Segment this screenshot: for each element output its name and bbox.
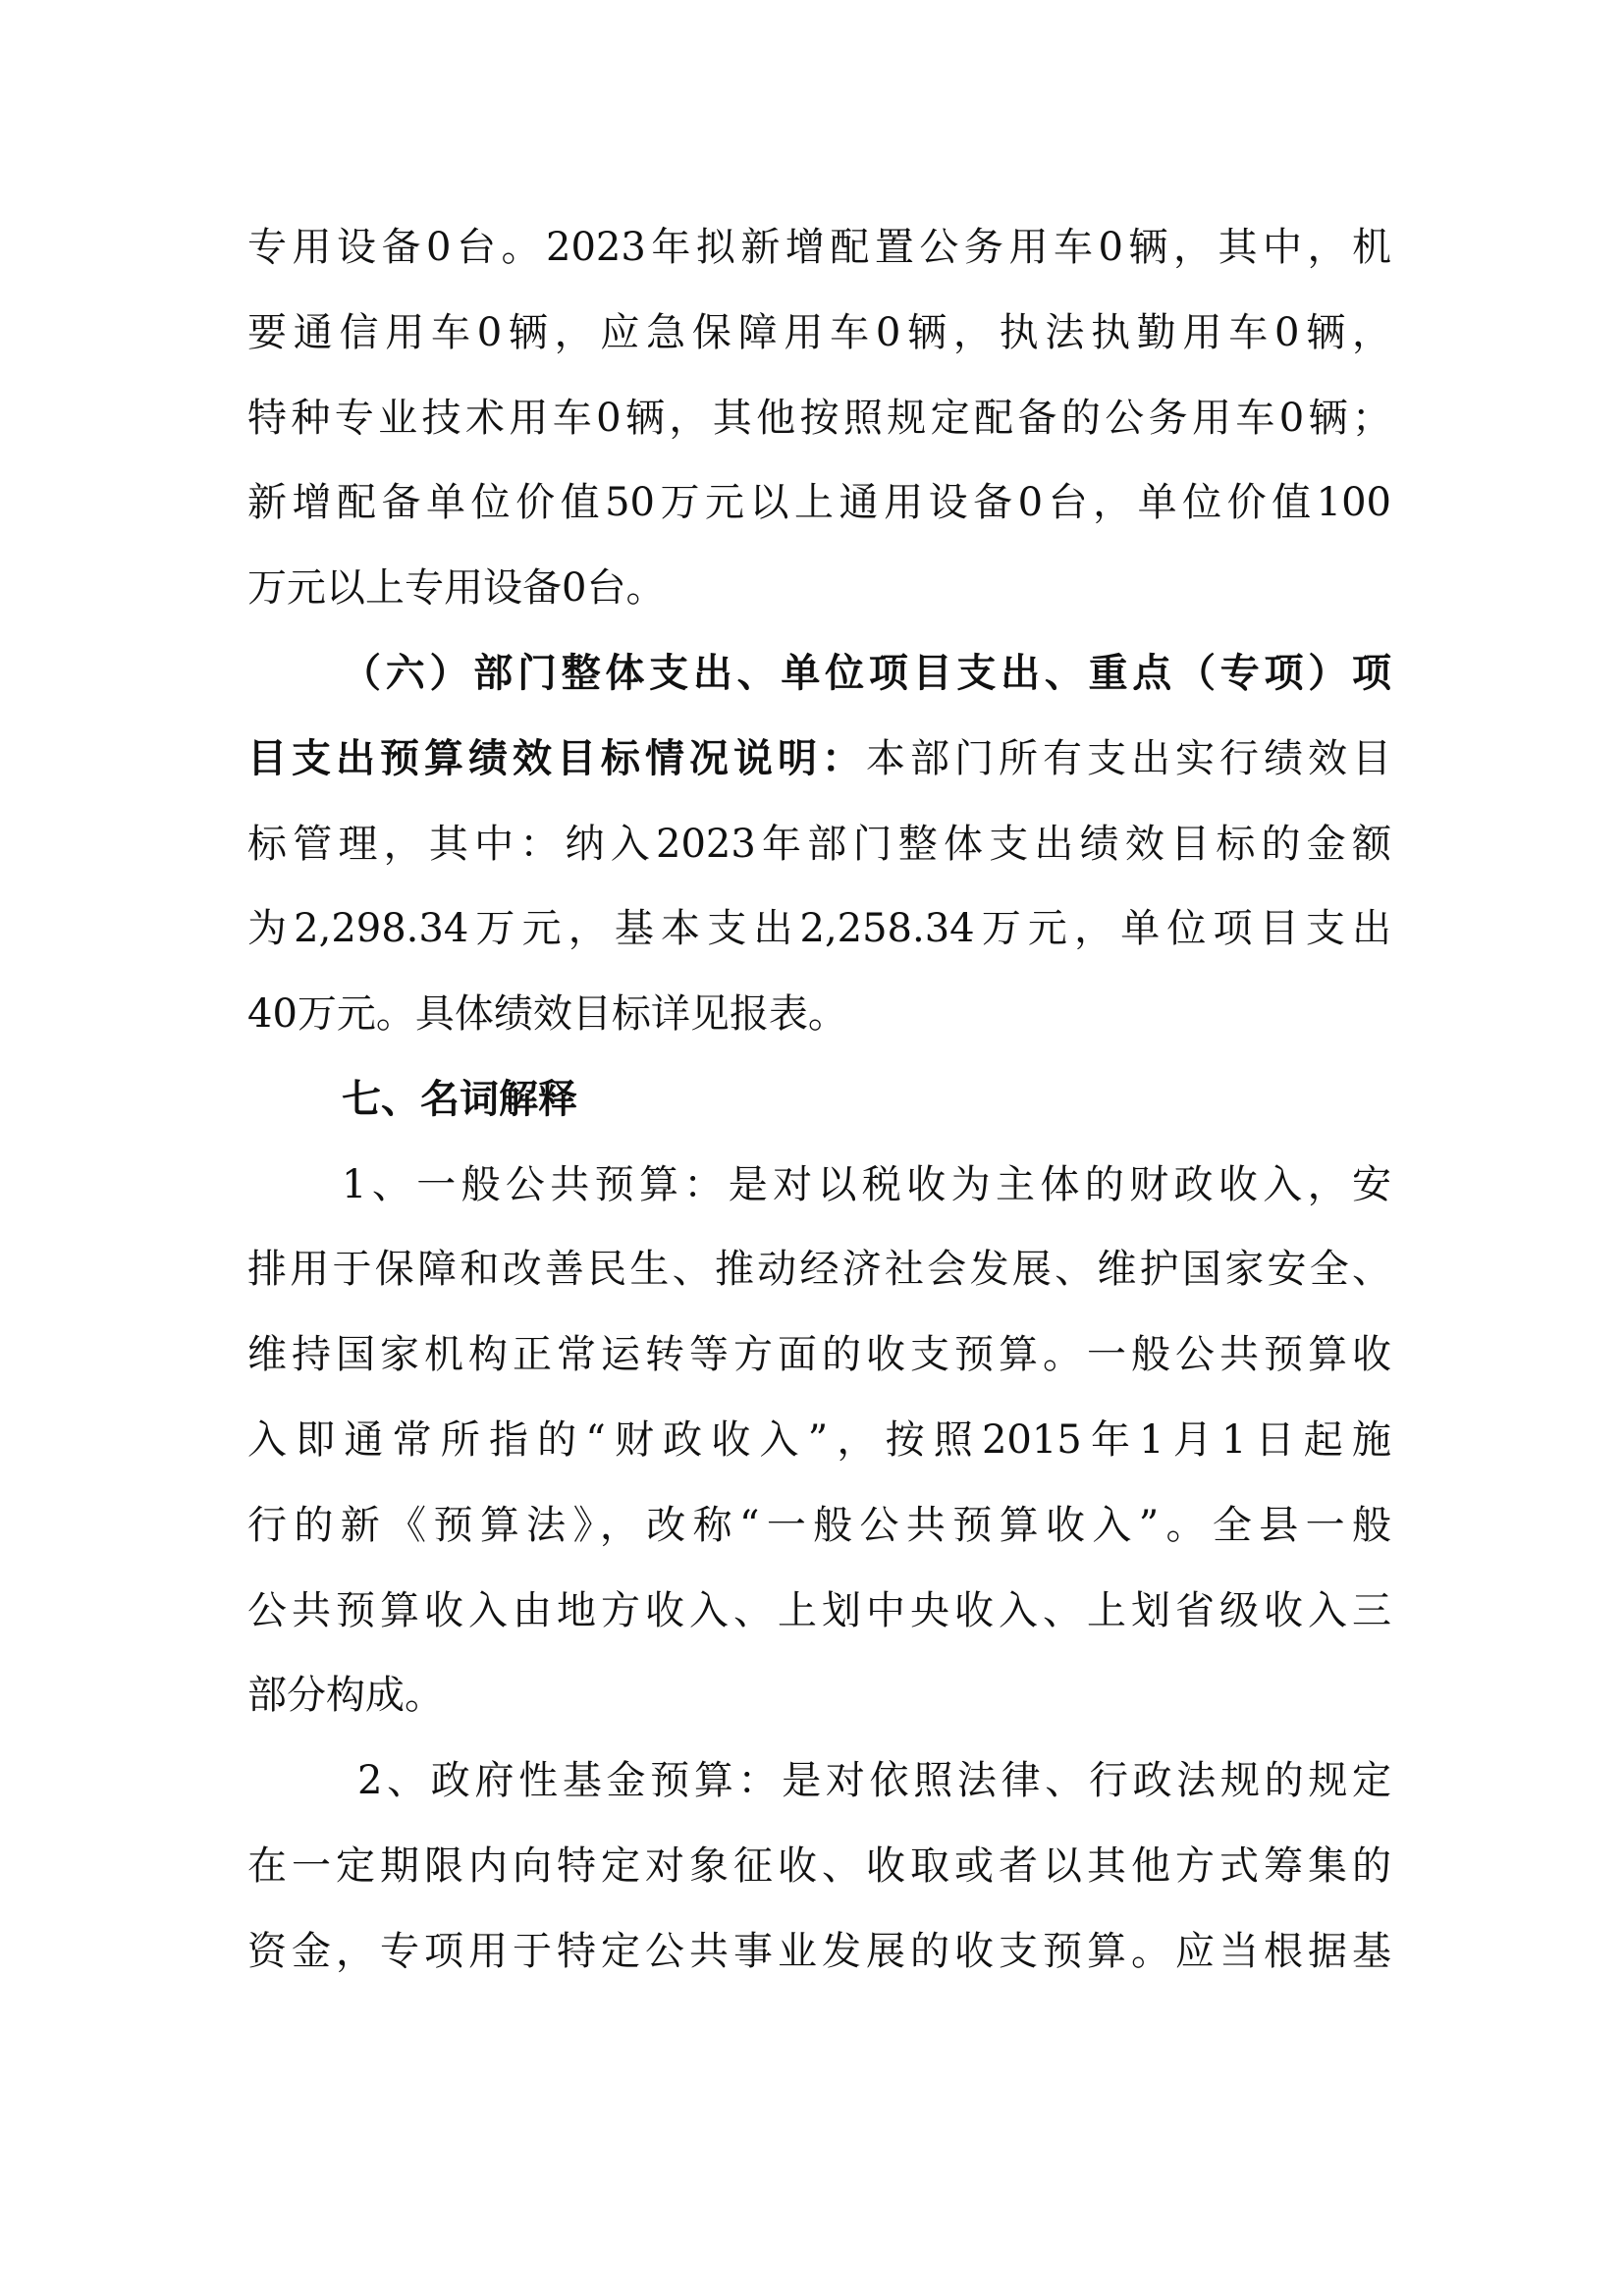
paragraph-line: 特种专业技术用车0辆，其他按照规定配备的公务用车0辆；: [247, 396, 1391, 441]
paragraph-line: 维持国家机构正常运转等方面的收支预算。一般公共预算收: [247, 1332, 1391, 1377]
paragraph-line: 新增配备单位价值50万元以上通用设备0台，单位价值100: [247, 480, 1391, 525]
paragraph-line: 40万元。具体绩效目标详见报表。: [247, 991, 847, 1037]
paragraph-line: 入即通常所指的“财政收入”，按照2015年1月1日起施: [247, 1417, 1391, 1463]
paragraph-line: 行的新《预算法》，改称“一般公共预算收入”。全县一般: [247, 1503, 1391, 1548]
paragraph-line: 在一定期限内向特定对象征收、收取或者以其他方式筹集的: [247, 1843, 1391, 1889]
subsection-heading: （六）部门整体支出、单位项目支出、重点（专项）项: [342, 651, 1391, 696]
paragraph-line: 排用于保障和改善民生、推动经济社会发展、维护国家安全、: [247, 1247, 1391, 1292]
paragraph-line: 部分构成。: [247, 1673, 444, 1718]
paragraph-line: 公共预算收入由地方收入、上划中央收入、上划省级收入三: [247, 1588, 1391, 1633]
paragraph-line: 万元以上专用设备0台。: [247, 565, 666, 611]
section-title: 七、名词解释: [342, 1077, 577, 1122]
subsection-heading-continued: 目支出预算绩效目标情况说明：: [247, 736, 866, 781]
paragraph-line: 2、政府性基金预算：是对依照法律、行政法规的规定: [357, 1758, 1391, 1803]
paragraph-text: 本部门所有支出实行绩效目: [866, 736, 1391, 781]
paragraph-line: 为2,298.34万元，基本支出2,258.34万元，单位项目支出: [247, 906, 1391, 951]
paragraph-line: 1、一般公共预算：是对以税收为主体的财政收入，安: [342, 1162, 1391, 1207]
paragraph-line: [247, 735, 1391, 782]
paragraph-line: 要通信用车0辆，应急保障用车0辆，执法执勤用车0辆，: [247, 310, 1391, 355]
paragraph-line: 专用设备0台。2023年拟新增配置公务用车0辆，其中，机: [247, 225, 1391, 270]
paragraph-line: 资金，专项用于特定公共事业发展的收支预算。应当根据基: [247, 1929, 1391, 1974]
paragraph-line: 标管理，其中：纳入2023年部门整体支出绩效目标的金额: [247, 822, 1391, 867]
